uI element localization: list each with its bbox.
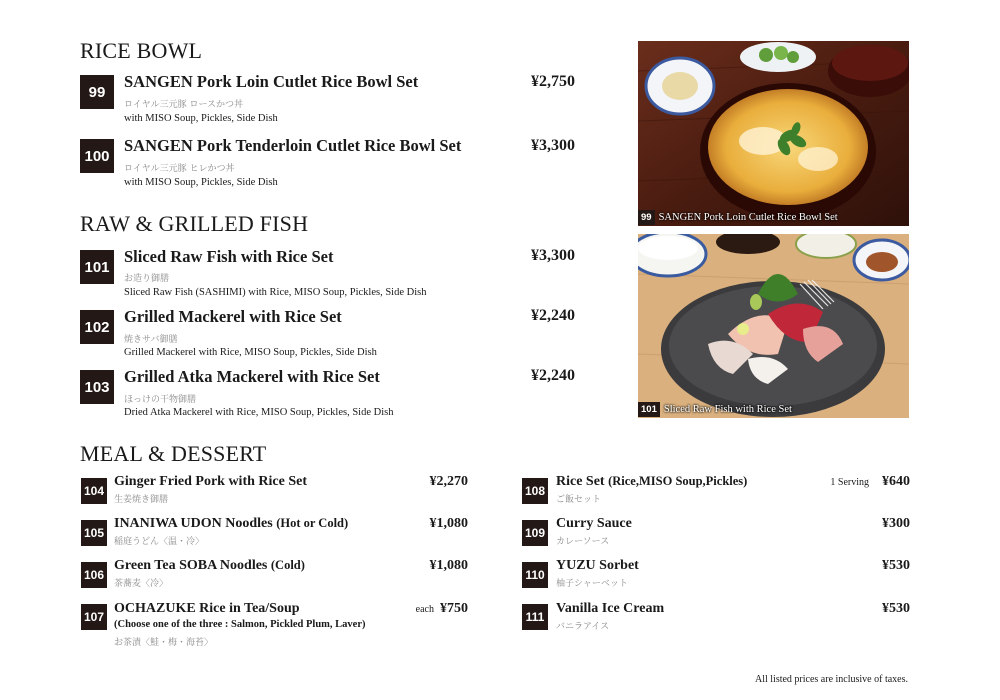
item-description: with MISO Soup, Pickles, Side Dish (124, 177, 278, 188)
item-japanese-name: ロイヤル三元豚 ヒレかつ丼 (124, 164, 235, 174)
item-price: ¥3,300 (531, 247, 575, 264)
rice-bowl-illustration (638, 41, 909, 226)
sashimi-illustration (638, 234, 909, 418)
item-price: ¥300 (882, 516, 910, 531)
price-prefix: each (415, 604, 434, 615)
item-choice-note: (Choose one of the three : Salmon, Pickled Plum, Laver) (114, 619, 366, 630)
item-japanese-name: バニラアイス (556, 622, 610, 632)
item-number-badge: 107 (81, 604, 107, 630)
photo-sliced-raw-fish-set (638, 234, 909, 418)
item-japanese-name: 焼きサバ御膳 (124, 335, 178, 345)
item-name-main: Green Tea SOBA Noodles (114, 558, 268, 573)
item-name-main: Rice Set (556, 474, 605, 489)
photo-caption-text: SANGEN Pork Loin Cutlet Rice Bowl Set (658, 211, 838, 223)
item-name (556, 474, 747, 490)
item-price: ¥2,240 (531, 307, 575, 324)
photo-caption-number: 101 (638, 402, 660, 417)
item-number-badge: 100 (80, 139, 114, 173)
item-price: ¥3,300 (531, 137, 575, 154)
item-number-badge: 103 (80, 370, 114, 404)
item-name: OCHAZUKE Rice in Tea/Soup (114, 601, 300, 616)
item-number-badge: 102 (80, 310, 114, 344)
item-description: with MISO Soup, Pickles, Side Dish (124, 113, 278, 124)
photo-caption (638, 208, 838, 226)
item-name: Vanilla Ice Cream (556, 601, 665, 616)
item-price: ¥1,080 (429, 516, 468, 531)
item-number-badge: 104 (81, 478, 107, 504)
item-price: ¥750 (440, 601, 468, 616)
item-name-qualifier: (Cold) (270, 558, 305, 572)
item-price: ¥1,080 (429, 558, 468, 573)
item-number-badge: 108 (522, 478, 548, 504)
item-japanese-name: 稲庭うどん〈温・冷〉 (114, 537, 205, 547)
item-name (114, 516, 348, 532)
item-japanese-name: 茶蕎麦〈冷〉 (114, 579, 169, 589)
item-price: ¥2,240 (531, 367, 575, 384)
item-name: SANGEN Pork Tenderloin Cutlet Rice Bowl Set (124, 136, 462, 155)
item-name-main: INANIWA UDON Noodles (114, 516, 273, 531)
item-japanese-name: ほっけの干物御膳 (124, 395, 197, 405)
item-description: Grilled Mackerel with Rice, MISO Soup, Pickles, Side Dish (124, 347, 377, 358)
section-title-rice-bowl: RICE BOWL (80, 38, 203, 63)
item-number-badge: 99 (80, 75, 114, 109)
item-description: Sliced Raw Fish (SASHIMI) with Rice, MISO Soup, Pickles, Side Dish (124, 287, 427, 298)
item-japanese-name: 生姜焼き御膳 (114, 495, 169, 505)
item-number-badge: 111 (522, 604, 548, 630)
item-number-badge: 106 (81, 562, 107, 588)
item-number-badge: 101 (80, 250, 114, 284)
photo-caption-text: Sliced Raw Fish with Rice Set (663, 403, 792, 415)
item-japanese-name: お茶漬〈鮭・梅・海苔〉 (114, 638, 214, 648)
item-name-qualifier: (Rice,MISO Soup,Pickles) (608, 474, 748, 488)
item-price: ¥2,750 (531, 73, 575, 90)
item-japanese-name: ご飯セット (556, 495, 602, 505)
item-name: Grilled Mackerel with Rice Set (124, 307, 342, 326)
photo-pork-cutlet-rice-bowl (638, 41, 909, 226)
item-name: Grilled Atka Mackerel with Rice Set (124, 367, 380, 386)
item-name: YUZU Sorbet (556, 558, 639, 573)
item-name: Sliced Raw Fish with Rice Set (124, 247, 334, 266)
item-name-qualifier: (Hot or Cold) (276, 516, 349, 530)
tax-inclusive-note: All listed prices are inclusive of taxes. (754, 674, 908, 685)
item-japanese-name: 柚子シャーベット (556, 579, 628, 589)
item-japanese-name: お造り御膳 (124, 274, 170, 284)
photo-caption (638, 400, 792, 418)
photo-caption-number: 99 (638, 210, 655, 225)
price-prefix: 1 Serving (830, 477, 869, 488)
item-name: Curry Sauce (556, 516, 632, 531)
item-price: ¥640 (882, 474, 910, 489)
item-name: SANGEN Pork Loin Cutlet Rice Bowl Set (124, 72, 419, 91)
item-number-badge: 109 (522, 520, 548, 546)
item-japanese-name: カレーソース (556, 537, 610, 547)
item-name: Ginger Fried Pork with Rice Set (114, 474, 307, 489)
item-price: ¥530 (882, 601, 910, 616)
item-japanese-name: ロイヤル三元豚 ロースかつ丼 (124, 100, 244, 110)
item-price: ¥2,270 (429, 474, 468, 489)
item-number-badge: 110 (522, 562, 548, 588)
section-title-raw-grilled-fish: RAW & GRILLED FISH (80, 211, 309, 236)
section-title-meal-dessert: MEAL & DESSERT (80, 441, 267, 466)
item-description: Dried Atka Mackerel with Rice, MISO Soup, Pickles, Side Dish (124, 407, 394, 418)
item-number-badge: 105 (81, 520, 107, 546)
item-name (114, 558, 305, 574)
item-price: ¥530 (882, 558, 910, 573)
